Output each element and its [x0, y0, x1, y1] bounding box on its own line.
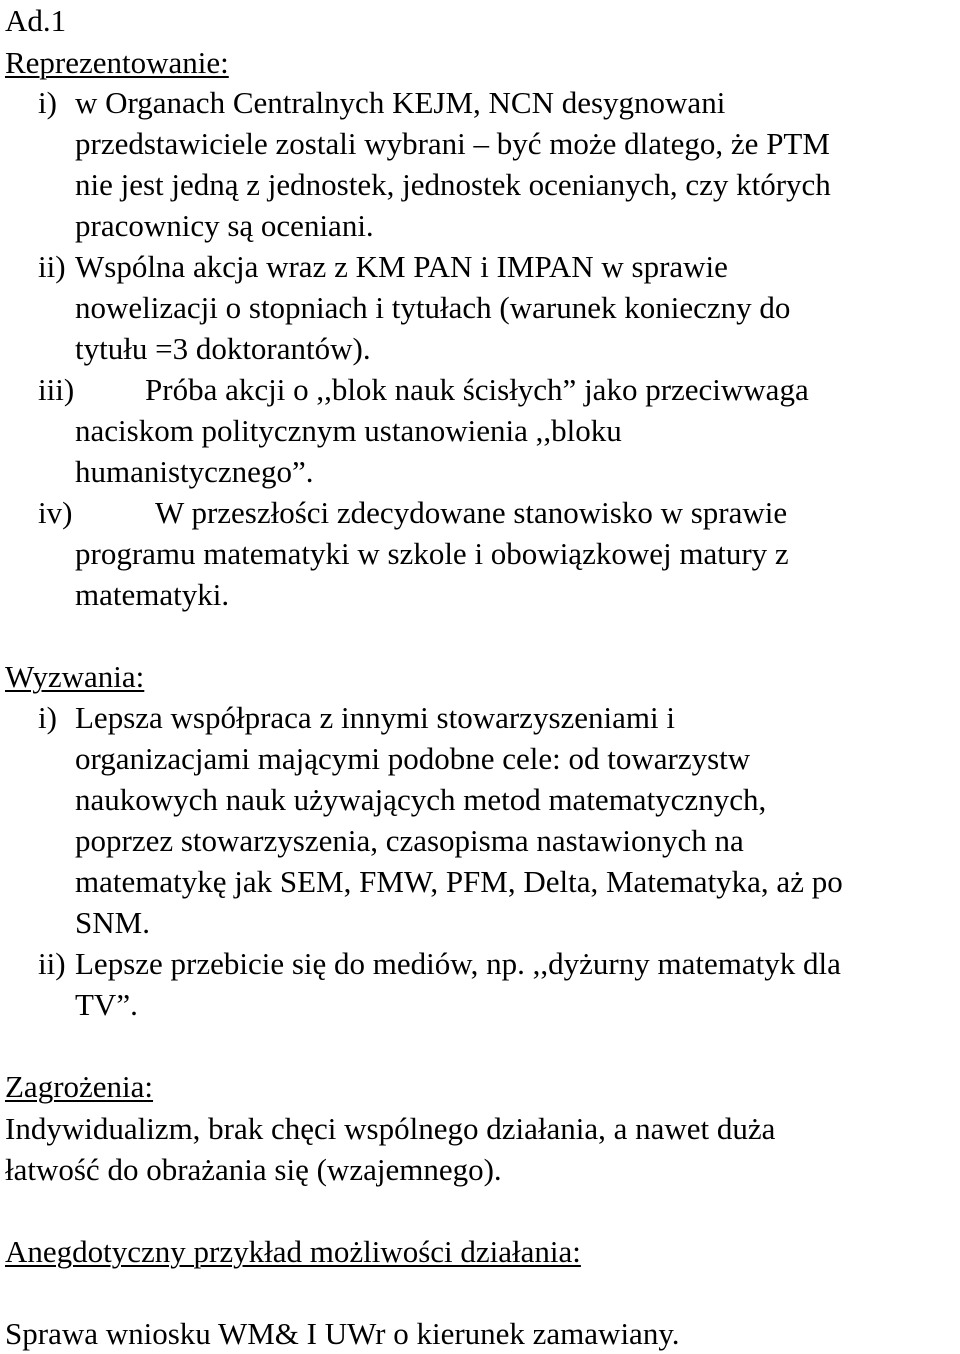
list-item-text: TV”. [75, 987, 138, 1022]
section-heading: Anegdotyczny przykład możliwości działania: [5, 1234, 581, 1269]
list-item-text: matematyki. [75, 577, 230, 612]
list-item-marker: ii) [38, 249, 66, 284]
list-item-marker: i) [38, 700, 57, 735]
list-item-marker: iv) [38, 495, 73, 530]
list-item-text: naciskom politycznym ustanowienia ,,bloku [75, 413, 622, 448]
list-item-text: pracownicy są oceniani. [75, 208, 374, 243]
list-item-text: matematykę jak SEM, FMW, PFM, Delta, Matematyka, aż po [75, 864, 843, 899]
document-title: Ad.1 [5, 3, 67, 38]
list-item-text: Wspólna akcja wraz z KM PAN i IMPAN w sprawie [75, 249, 728, 284]
list-item-marker: ii) [38, 946, 66, 981]
list-item-text: Lepsze przebicie się do mediów, np. ,,dyżurny matematyk dla [75, 946, 841, 981]
list-item-marker: iii) [38, 372, 75, 407]
list-item-text: nowelizacji o stopniach i tytułach (warunek konieczny do [75, 290, 791, 325]
list-item-marker: i) [38, 85, 57, 120]
list-item-text: W przeszłości zdecydowane stanowisko w sprawie [155, 495, 788, 530]
section-heading: Zagrożenia: [5, 1069, 154, 1104]
list-item-text: nie jest jedną z jednostek, jednostek ocenianych, czy których [75, 167, 831, 202]
list-item-text: przedstawiciele zostali wybrani – być może dlatego, że PTM [75, 126, 830, 161]
section-heading: Reprezentowanie: [5, 45, 229, 80]
list-item-text: humanistycznego”. [75, 454, 314, 489]
section-heading: Wyzwania: [5, 659, 145, 694]
list-item-text: Próba akcji o ,,blok nauk ścisłych” jako przeciwwaga [145, 372, 809, 407]
paragraph-text: Indywidualizm, brak chęci wspólnego działania, a nawet duża [5, 1111, 776, 1146]
list-item-text: Lepsza współpraca z innymi stowarzyszeniami i [75, 700, 675, 735]
list-item-text: SNM. [75, 905, 150, 940]
list-item-text: poprzez stowarzyszenia, czasopisma nastawionych na [75, 823, 744, 858]
list-item-text: programu matematyki w szkole i obowiązkowej matury z [75, 536, 789, 571]
paragraph-text: Sprawa wniosku WM& I UWr o kierunek zamawiany. [5, 1316, 680, 1351]
list-item-text: tytułu =3 doktorantów). [75, 331, 371, 366]
list-item-text: w Organach Centralnych KEJM, NCN desygnowani [75, 85, 726, 120]
paragraph-text: łatwość do obrażania się (wzajemnego). [5, 1152, 502, 1187]
list-item-text: organizacjami mającymi podobne cele: od towarzystw [75, 741, 751, 776]
list-item-text: naukowych nauk używających metod matematycznych, [75, 782, 767, 817]
